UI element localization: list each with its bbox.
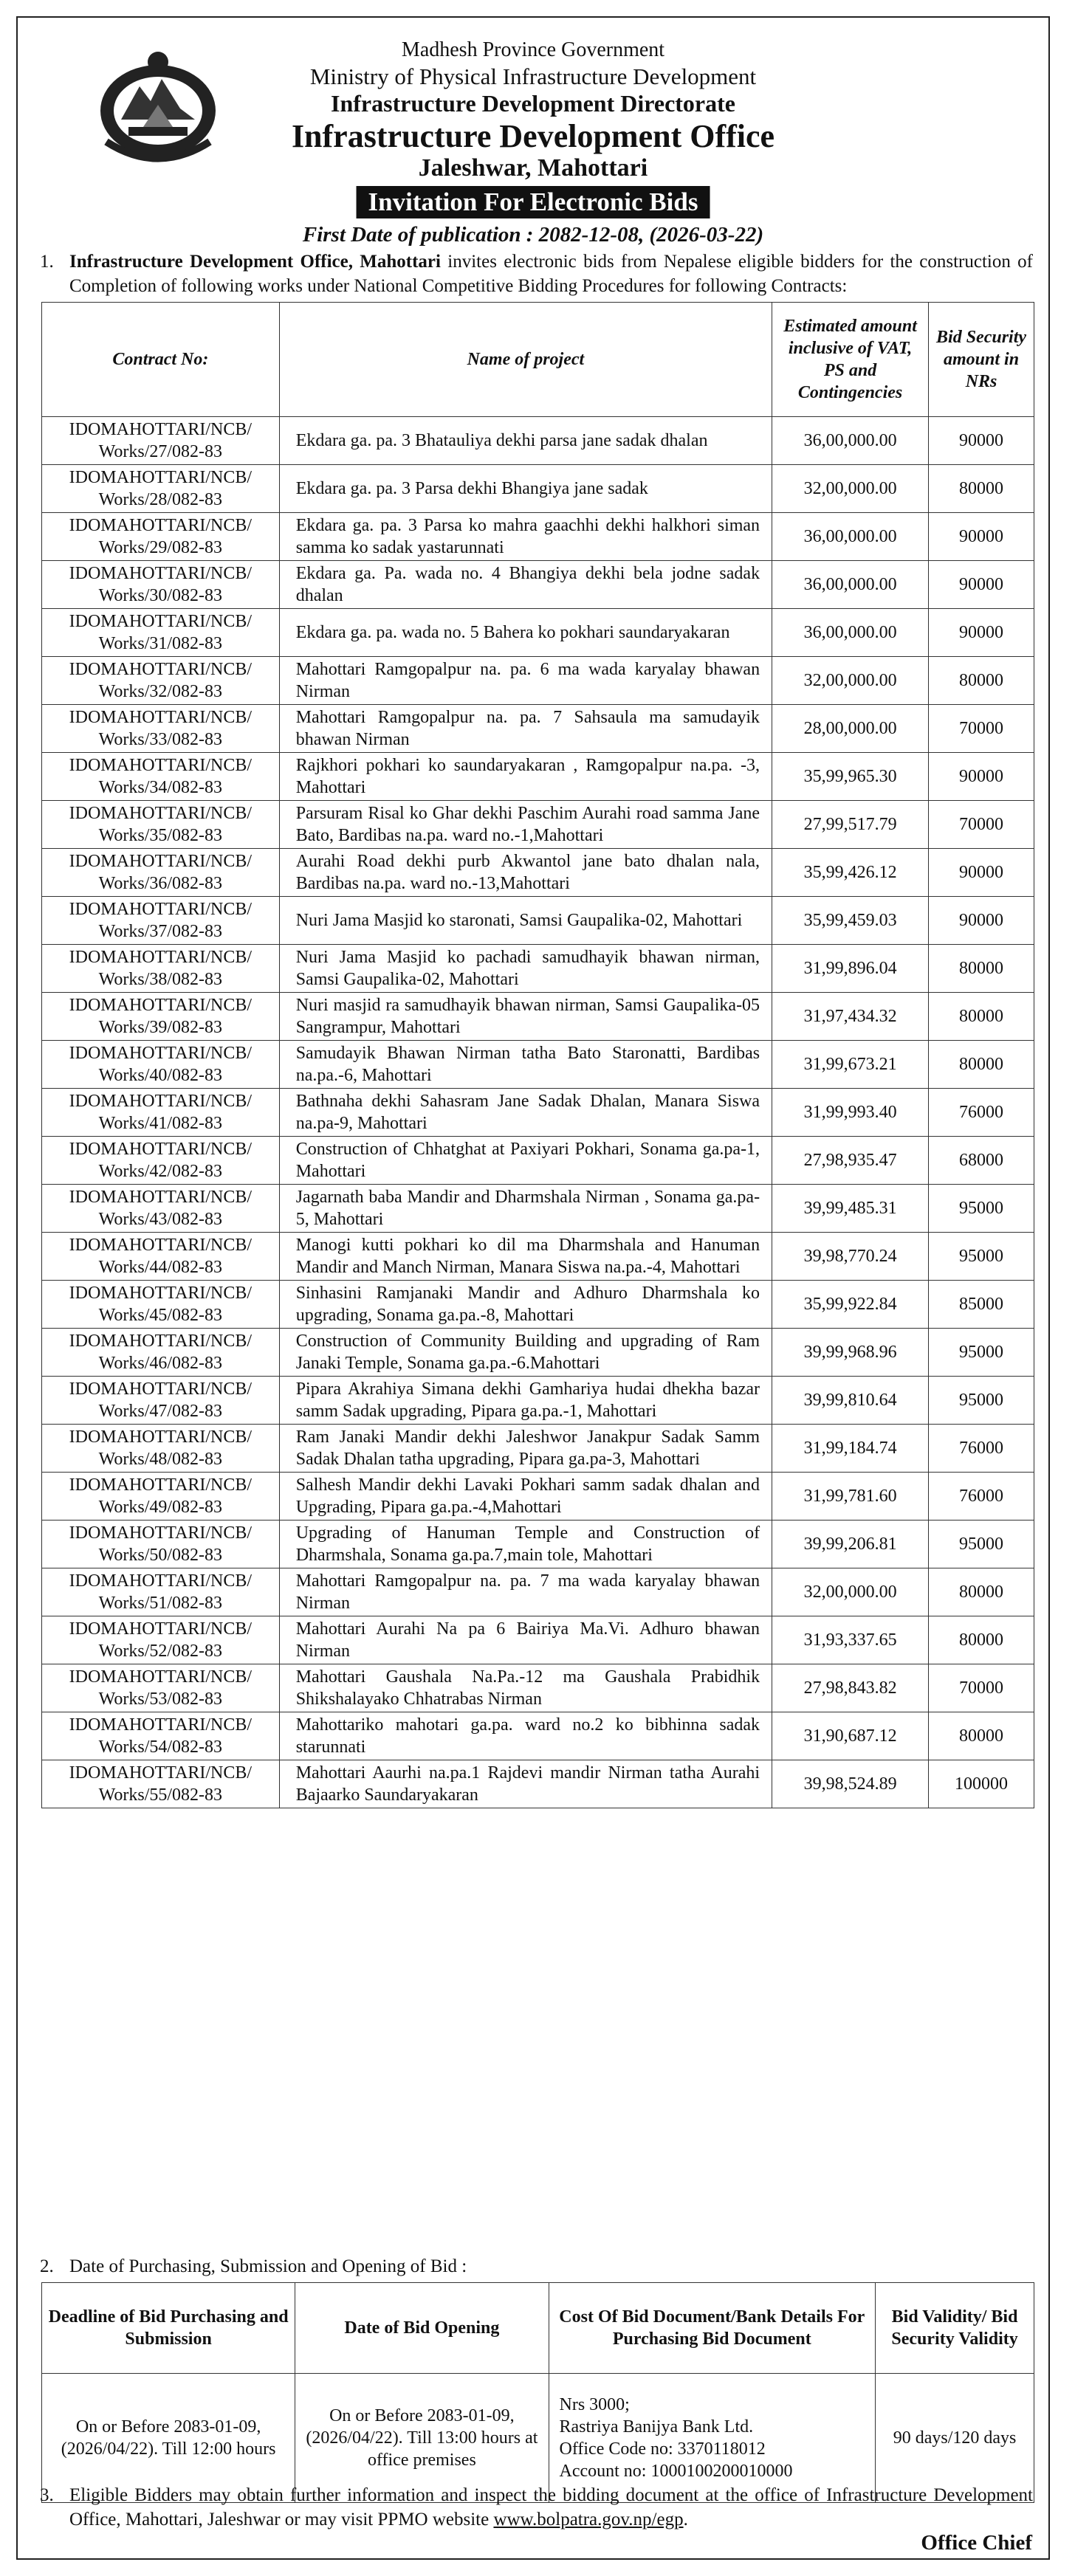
project-name-cell: Sinhasini Ramjanaki Mandir and Adhuro Dharmshala ko upgrading, Sonama ga.pa.-8, Mahottari <box>279 1281 772 1329</box>
project-name-cell: Mahottari Aurahi Na pa 6 Bairiya Ma.Vi. Adhuro bhawan Nirman <box>279 1616 772 1664</box>
project-name-cell: Mahottariko mahotari ga.pa. ward no.2 ko bibhinna sadak starunnati <box>279 1712 772 1760</box>
contract-no-cell: IDOMAHOTTARI/NCB/ Works/47/082-83 <box>42 1377 280 1425</box>
bid-security-cell: 90000 <box>929 609 1034 657</box>
project-name-cell: Pipara Akrahiya Simana dekhi Gamhariya hudai dhekha bazar samm Sadak upgrading, Pipara ga.pa.-1, Mahottari <box>279 1377 772 1425</box>
project-name-cell: Bathnaha dekhi Sahasram Jane Sadak Dhalan, Manara Siswa na.pa-9, Mahottari <box>279 1089 772 1137</box>
estimated-amount-cell: 28,00,000.00 <box>772 705 929 753</box>
contract-no-cell: IDOMAHOTTARI/NCB/ Works/40/082-83 <box>42 1041 280 1089</box>
contract-no-cell: IDOMAHOTTARI/NCB/ Works/38/082-83 <box>42 945 280 993</box>
contract-no-cell: IDOMAHOTTARI/NCB/ Works/45/082-83 <box>42 1281 280 1329</box>
paragraph-number: 2. <box>40 2256 54 2276</box>
contract-no-cell: IDOMAHOTTARI/NCB/ Works/27/082-83 <box>42 417 280 465</box>
project-name-cell: Nuri Jama Masjid ko pachadi samudhayik bhawan nirman, Samsi Gaupalika-02, Mahottari <box>279 945 772 993</box>
contract-no-cell: IDOMAHOTTARI/NCB/ Works/43/082-83 <box>42 1185 280 1233</box>
bid-security-cell: 76000 <box>929 1089 1034 1137</box>
table-row <box>42 1233 1034 1281</box>
table-row <box>42 1137 1034 1185</box>
contract-no-cell: IDOMAHOTTARI/NCB/ Works/31/082-83 <box>42 609 280 657</box>
contract-no-cell: IDOMAHOTTARI/NCB/ Works/39/082-83 <box>42 993 280 1041</box>
project-name-cell: Construction of Community Building and upgrading of Ram Janaki Temple, Sonama ga.pa.-6.Mahottari <box>279 1329 772 1377</box>
contract-no-cell: IDOMAHOTTARI/NCB/ Works/36/082-83 <box>42 849 280 897</box>
project-name-cell: Mahottari Ramgopalpur na. pa. 6 ma wada karyalay bhawan Nirman <box>279 657 772 705</box>
estimated-amount-cell: 35,99,459.03 <box>772 897 929 945</box>
table-row <box>42 1329 1034 1377</box>
contract-no-cell: IDOMAHOTTARI/NCB/ Works/28/082-83 <box>42 465 280 513</box>
contract-no-cell: IDOMAHOTTARI/NCB/ Works/30/082-83 <box>42 561 280 609</box>
estimated-amount-cell: 36,00,000.00 <box>772 609 929 657</box>
table-row <box>42 849 1034 897</box>
cost-line: Rastriya Banijya Bank Ltd. <box>559 2417 754 2436</box>
project-name-cell: Rajkhori pokhari ko saundaryakaran , Ramgopalpur na.pa. -3, Mahottari <box>279 753 772 801</box>
header-cost: Cost Of Bid Document/Bank Details For Purchasing Bid Document <box>549 2283 876 2374</box>
estimated-amount-cell: 31,99,896.04 <box>772 945 929 993</box>
bid-security-cell: 95000 <box>929 1521 1034 1568</box>
bid-security-cell: 70000 <box>929 801 1034 849</box>
cost-line: Nrs 3000; <box>559 2395 630 2414</box>
estimated-amount-cell: 31,93,337.65 <box>772 1616 929 1664</box>
ppmo-website-link[interactable]: www.bolpatra.gov.np/egp <box>493 2510 684 2529</box>
estimated-amount-cell: 31,99,993.40 <box>772 1089 929 1137</box>
project-name-cell: Jagarnath baba Mandir and Dharmshala Nirman , Sonama ga.pa-5, Mahottari <box>279 1185 772 1233</box>
table-row <box>42 897 1034 945</box>
bid-security-cell: 80000 <box>929 993 1034 1041</box>
contract-no-cell: IDOMAHOTTARI/NCB/ Works/41/082-83 <box>42 1089 280 1137</box>
estimated-amount-cell: 39,98,770.24 <box>772 1233 929 1281</box>
paragraph-number: 3. <box>40 2485 54 2505</box>
contract-no-cell: IDOMAHOTTARI/NCB/ Works/37/082-83 <box>42 897 280 945</box>
bid-security-cell: 80000 <box>929 465 1034 513</box>
table-row <box>42 1760 1034 1808</box>
table-row <box>42 801 1034 849</box>
bid-security-cell: 95000 <box>929 1185 1034 1233</box>
notice-header <box>18 18 1048 247</box>
bid-security-cell: 70000 <box>929 705 1034 753</box>
contract-no-cell: IDOMAHOTTARI/NCB/ Works/51/082-83 <box>42 1568 280 1616</box>
bid-security-cell: 90000 <box>929 849 1034 897</box>
estimated-amount-cell: 31,99,184.74 <box>772 1425 929 1473</box>
header-validity: Bid Validity/ Bid Security Validity <box>876 2283 1034 2374</box>
paragraph-text: invites electronic bids from Nepalese eligible bidders for the construction of Completion of following works under National Competitive Bidding Procedures for following Contracts: <box>69 252 1033 296</box>
estimated-amount-cell: 35,99,965.30 <box>772 753 929 801</box>
estimated-amount-cell: 31,90,687.12 <box>772 1712 929 1760</box>
header-line-location: Jaleshwar, Mahottari <box>418 154 648 182</box>
bid-dates-table <box>41 2282 1034 2503</box>
table-row <box>42 1425 1034 1473</box>
bid-security-cell: 80000 <box>929 1041 1034 1089</box>
project-name-cell: Ekdara ga. pa. 3 Parsa ko mahra gaachhi dekhi halkhori siman samma ko sadak yastarunnati <box>279 513 772 561</box>
bid-security-cell: 90000 <box>929 513 1034 561</box>
bid-security-cell: 76000 <box>929 1473 1034 1521</box>
bid-security-cell: 70000 <box>929 1664 1034 1712</box>
estimated-amount-cell: 32,00,000.00 <box>772 1568 929 1616</box>
table-header-row <box>42 303 1034 417</box>
bid-security-cell: 90000 <box>929 561 1034 609</box>
contract-no-cell: IDOMAHOTTARI/NCB/ Works/46/082-83 <box>42 1329 280 1377</box>
contract-no-cell: IDOMAHOTTARI/NCB/ Works/34/082-83 <box>42 753 280 801</box>
bid-security-cell: 90000 <box>929 753 1034 801</box>
estimated-amount-cell: 39,99,810.64 <box>772 1377 929 1425</box>
contract-no-cell: IDOMAHOTTARI/NCB/ Works/29/082-83 <box>42 513 280 561</box>
table-row <box>42 945 1034 993</box>
paragraph-2 <box>40 2254 1033 2279</box>
project-name-cell: Mahottari Ramgopalpur na. pa. 7 Sahsaula ma samudayik bhawan Nirman <box>279 705 772 753</box>
estimated-amount-cell: 35,99,922.84 <box>772 1281 929 1329</box>
estimated-amount-cell: 39,99,968.96 <box>772 1329 929 1377</box>
contract-no-cell: IDOMAHOTTARI/NCB/ Works/35/082-83 <box>42 801 280 849</box>
publication-date: First Date of publication : 2082-12-08, (2026-03-22) <box>302 223 764 247</box>
project-name-cell: Nuri Jama Masjid ko staronati, Samsi Gaupalika-02, Mahottari <box>279 897 772 945</box>
office-chief-signature: Office Chief <box>921 2531 1032 2555</box>
table-row <box>42 1664 1034 1712</box>
estimated-amount-cell: 27,98,843.82 <box>772 1664 929 1712</box>
table-row <box>42 1185 1034 1233</box>
contract-no-cell: IDOMAHOTTARI/NCB/ Works/55/082-83 <box>42 1760 280 1808</box>
bid-security-cell: 95000 <box>929 1233 1034 1281</box>
project-name-cell: Upgrading of Hanuman Temple and Construction of Dharmshala, Sonama ga.pa.7,main tole, Mahottari <box>279 1521 772 1568</box>
paragraph-1 <box>40 249 1033 298</box>
paragraph-text: Eligible Bidders may obtain further information and inspect the bidding document at the office of Infrastructure Development Office, Mahottari, Jaleshwar or may visit PPMO website <box>69 2485 1033 2529</box>
project-name-cell: Aurahi Road dekhi purb Akwantol jane bato dhalan nala, Bardibas na.pa. ward no.-13,Mahottari <box>279 849 772 897</box>
estimated-amount-cell: 32,00,000.00 <box>772 657 929 705</box>
estimated-amount-cell: 32,00,000.00 <box>772 465 929 513</box>
table-row <box>42 1568 1034 1616</box>
contract-no-cell: IDOMAHOTTARI/NCB/ Works/42/082-83 <box>42 1137 280 1185</box>
project-name-cell: Mahottari Ramgopalpur na. pa. 7 ma wada karyalay bhawan Nirman <box>279 1568 772 1616</box>
notice-page <box>16 16 1050 2560</box>
project-name-cell: Mahottari Aaurhi na.pa.1 Rajdevi mandir Nirman tatha Aurahi Bajaarko Saundaryakaran <box>279 1760 772 1808</box>
header-opening: Date of Bid Opening <box>295 2283 549 2374</box>
opening-cell: On or Before 2083-01-09, (2026/04/22). Till 13:00 hours at office premises <box>295 2374 549 2503</box>
table-row <box>42 1377 1034 1425</box>
bid-security-cell: 68000 <box>929 1137 1034 1185</box>
estimated-amount-cell: 31,99,781.60 <box>772 1473 929 1521</box>
bid-security-cell: 95000 <box>929 1329 1034 1377</box>
paragraph-number: 1. <box>40 252 54 272</box>
header-estimated-amount: Estimated amount inclusive of VAT, PS and Contingencies <box>772 303 929 417</box>
estimated-amount-cell: 39,99,485.31 <box>772 1185 929 1233</box>
project-name-cell: Salhesh Mandir dekhi Lavaki Pokhari samm sadak dhalan and Upgrading, Pipara ga.pa.-4,Mahottari <box>279 1473 772 1521</box>
table-row <box>42 657 1034 705</box>
bid-security-cell: 85000 <box>929 1281 1034 1329</box>
bid-security-cell: 100000 <box>929 1760 1034 1808</box>
contract-no-cell: IDOMAHOTTARI/NCB/ Works/32/082-83 <box>42 657 280 705</box>
table-row <box>42 1521 1034 1568</box>
header-line-province: Madhesh Province Government <box>401 38 665 61</box>
header-contract-no: Contract No: <box>42 303 280 417</box>
bid-security-cell: 80000 <box>929 657 1034 705</box>
cost-line: Account no: 1000100200010000 <box>559 2462 793 2481</box>
project-name-cell: Nuri masjid ra samudhayik bhawan nirman, Samsi Gaupalika-05 Sangrampur, Mahottari <box>279 993 772 1041</box>
project-name-cell: Ekdara ga. Pa. wada no. 4 Bhangiya dekhi bela jodne sadak dhalan <box>279 561 772 609</box>
bid-security-cell: 90000 <box>929 417 1034 465</box>
notice-title-banner: Invitation For Electronic Bids <box>357 186 710 218</box>
table-row <box>42 1281 1034 1329</box>
project-name-cell: Manogi kutti pokhari ko dil ma Dharmshala and Hanuman Mandir and Manch Nirman, Manara Siswa na.pa.-4, Mahottari <box>279 1233 772 1281</box>
table-row <box>42 705 1034 753</box>
table-row <box>42 1473 1034 1521</box>
project-name-cell: Samudayik Bhawan Nirman tatha Bato Staronatti, Bardibas na.pa.-6, Mahottari <box>279 1041 772 1089</box>
table-row <box>42 417 1034 465</box>
contract-no-cell: IDOMAHOTTARI/NCB/ Works/54/082-83 <box>42 1712 280 1760</box>
deadline-cell: On or Before 2083-01-09, (2026/04/22). Till 12:00 hours <box>42 2374 295 2503</box>
paragraph-text: Date of Purchasing, Submission and Opening of Bid : <box>69 2256 467 2276</box>
project-name-cell: Mahottari Gaushala Na.Pa.-12 ma Gaushala Prabidhik Shikshalayako Chhatrabas Nirman <box>279 1664 772 1712</box>
estimated-amount-cell: 31,99,673.21 <box>772 1041 929 1089</box>
table-row <box>42 1712 1034 1760</box>
header-line-directorate: Infrastructure Development Directorate <box>331 90 735 117</box>
project-name-cell: Parsuram Risal ko Ghar dekhi Paschim Aurahi road samma Jane Bato, Bardibas na.pa. ward no.-1,Mahottari <box>279 801 772 849</box>
contract-no-cell: IDOMAHOTTARI/NCB/ Works/53/082-83 <box>42 1664 280 1712</box>
header-line-ministry: Ministry of Physical Infrastructure Development <box>309 63 757 89</box>
contract-no-cell: IDOMAHOTTARI/NCB/ Works/49/082-83 <box>42 1473 280 1521</box>
project-name-cell: Construction of Chhatghat at Paxiyari Pokhari, Sonama ga.pa-1, Mahottari <box>279 1137 772 1185</box>
project-name-cell: Ram Janaki Mandir dekhi Jaleshwor Janakpur Sadak Samm Sadak Dhalan tatha upgrading, Pipara ga.pa-3, Mahottari <box>279 1425 772 1473</box>
estimated-amount-cell: 36,00,000.00 <box>772 417 929 465</box>
bid-security-cell: 80000 <box>929 945 1034 993</box>
table-row <box>42 561 1034 609</box>
estimated-amount-cell: 39,98,524.89 <box>772 1760 929 1808</box>
bid-security-cell: 80000 <box>929 1712 1034 1760</box>
paragraph-end: . <box>683 2510 688 2529</box>
table-row <box>42 609 1034 657</box>
table-row <box>42 753 1034 801</box>
validity-cell: 90 days/120 days <box>876 2374 1034 2503</box>
project-name-cell: Ekdara ga. pa. 3 Bhatauliya dekhi parsa jane sadak dhalan <box>279 417 772 465</box>
table-row <box>42 993 1034 1041</box>
table-row <box>42 1616 1034 1664</box>
estimated-amount-cell: 35,99,426.12 <box>772 849 929 897</box>
contract-no-cell: IDOMAHOTTARI/NCB/ Works/44/082-83 <box>42 1233 280 1281</box>
paragraph-3 <box>40 2483 1033 2532</box>
header-deadline: Deadline of Bid Purchasing and Submission <box>42 2283 295 2374</box>
estimated-amount-cell: 36,00,000.00 <box>772 513 929 561</box>
estimated-amount-cell: 31,97,434.32 <box>772 993 929 1041</box>
table-row <box>42 513 1034 561</box>
cost-line: Office Code no: 3370118012 <box>559 2439 766 2459</box>
project-name-cell: Ekdara ga. pa. wada no. 5 Bahera ko pokhari saundaryakaran <box>279 609 772 657</box>
header-project-name: Name of project <box>279 303 772 417</box>
header-bid-security: Bid Security amount in NRs <box>929 303 1034 417</box>
table-row <box>42 1041 1034 1089</box>
contracts-table <box>41 302 1034 1808</box>
contract-no-cell: IDOMAHOTTARI/NCB/ Works/50/082-83 <box>42 1521 280 1568</box>
estimated-amount-cell: 39,99,206.81 <box>772 1521 929 1568</box>
bid-security-cell: 76000 <box>929 1425 1034 1473</box>
bid-security-cell: 80000 <box>929 1616 1034 1664</box>
estimated-amount-cell: 36,00,000.00 <box>772 561 929 609</box>
estimated-amount-cell: 27,99,517.79 <box>772 801 929 849</box>
contract-no-cell: IDOMAHOTTARI/NCB/ Works/52/082-83 <box>42 1616 280 1664</box>
table-row <box>42 1089 1034 1137</box>
table-header-row <box>42 2283 1034 2374</box>
header-line-office: Infrastructure Development Office <box>291 118 775 154</box>
contract-no-cell: IDOMAHOTTARI/NCB/ Works/33/082-83 <box>42 705 280 753</box>
contract-no-cell: IDOMAHOTTARI/NCB/ Works/48/082-83 <box>42 1425 280 1473</box>
estimated-amount-cell: 27,98,935.47 <box>772 1137 929 1185</box>
office-name: Infrastructure Development Office, Mahottari <box>69 252 441 272</box>
bid-security-cell: 95000 <box>929 1377 1034 1425</box>
bid-security-cell: 80000 <box>929 1568 1034 1616</box>
bid-security-cell: 90000 <box>929 897 1034 945</box>
table-row <box>42 465 1034 513</box>
project-name-cell: Ekdara ga. pa. 3 Parsa dekhi Bhangiya jane sadak <box>279 465 772 513</box>
